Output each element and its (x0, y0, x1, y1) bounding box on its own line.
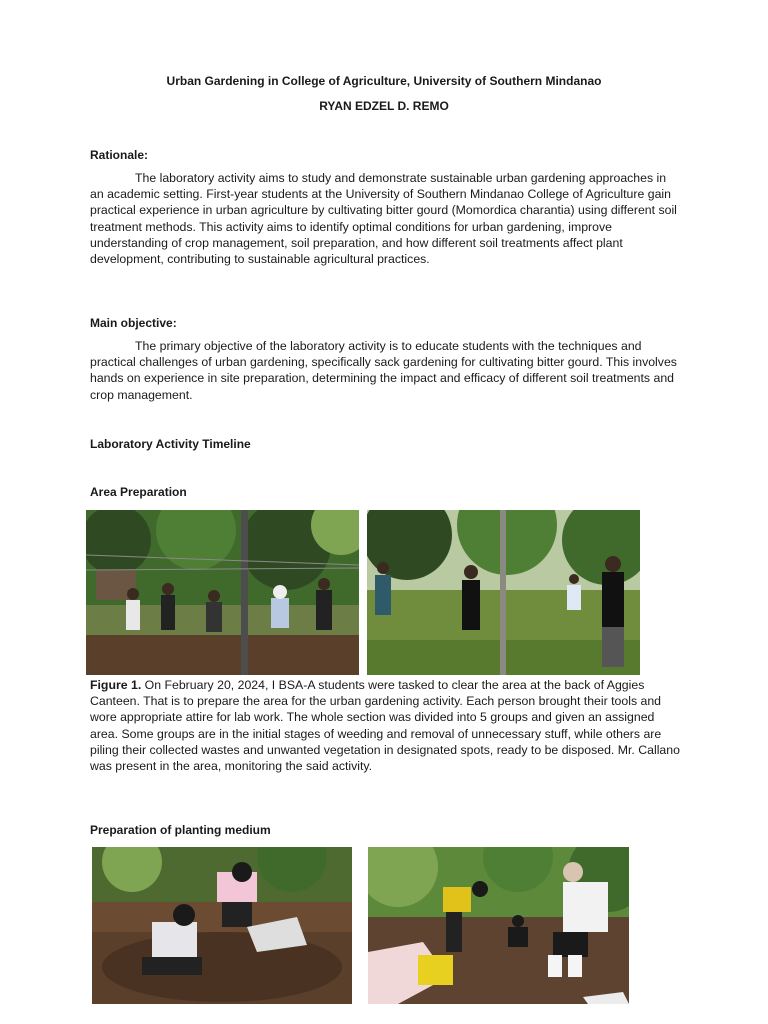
planting-medium-photo-1 (92, 847, 352, 1004)
area-preparation-photo-1 (86, 510, 359, 675)
figure-1-caption-text: On February 20, 2024, I BSA-A students were tasked to clear the area at the back of Aggies Canteen. That is to prepare the area for the urban gardening activity. Each person brought their tools and wore appropriate attire for lab work. The whole section was divided into 5 groups and given an assigned area. Some groups are in the initial stages of weeding and removal of unnecessary stuff, while others are piling their collected wastes and unwanted vegetation in designated spots, ready to be disposed. Mr. Callano was present in the area, monitoring the said activity. (90, 678, 680, 774)
planting-medium-photo-2 (368, 847, 629, 1004)
document-title: Urban Gardening in College of Agriculture, University of Southern Mindanao (166, 74, 602, 88)
rationale-paragraph: The laboratory activity aims to study and demonstrate sustainable urban gardening approaches in an academic setting. First-year students at the University of Southern Mindanao College of Agriculture gain practical experience in urban agriculture by cultivating bitter gourd (Momordica charantia) using different soil treatment methods. This activity aims to identify optimal conditions for urban gardening, improve understanding of crop management, soil preparation, and how different soil treatments affect plant development, contributing to sustainable agricultural practices. (90, 171, 677, 267)
timeline-heading: Laboratory Activity Timeline (90, 437, 251, 451)
objective-heading: Main objective: (90, 316, 177, 330)
figure-1-caption (90, 677, 680, 774)
rationale-heading: Rationale: (90, 148, 149, 162)
area-preparation-photo-2 (367, 510, 640, 675)
area-preparation-heading: Area Preparation (90, 485, 187, 499)
document-author: RYAN EDZEL D. REMO (319, 99, 449, 113)
figure-1-label: Figure 1. (90, 678, 142, 692)
objective-paragraph: The primary objective of the laboratory activity is to educate students with the techniques and practical challenges of urban gardening, specifically sack gardening for cultivating bitter gourd. This involves hands on experience in site preparation, determining the impact and efficacy of different soil treatments and crop management. (90, 339, 677, 402)
planting-medium-heading: Preparation of planting medium (90, 823, 271, 837)
